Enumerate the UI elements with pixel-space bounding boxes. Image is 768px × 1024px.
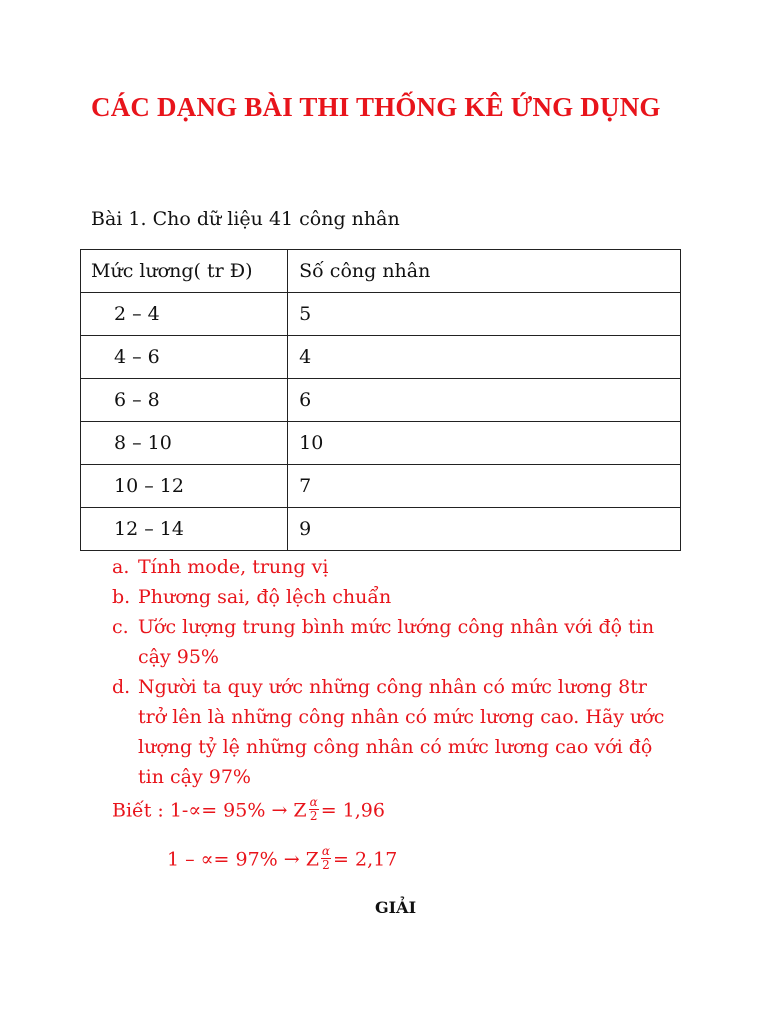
table-cell-salary: 8 – 10: [81, 422, 288, 465]
given-value: = 1,96: [320, 799, 385, 822]
list-marker: a.: [112, 556, 130, 578]
table-cell-workers: 7: [288, 465, 681, 508]
solution-heading: GIẢI: [375, 898, 417, 917]
given-line-97: [167, 844, 398, 874]
table-cell-salary: 2 – 4: [81, 293, 288, 336]
task-text: Phương sai, độ lệch chuẩn: [138, 586, 392, 608]
list-marker: b.: [112, 586, 131, 608]
list-item: [112, 582, 672, 612]
header-cell-workers: Số công nhân: [288, 250, 681, 293]
table-row: [81, 508, 681, 551]
table-row: [81, 336, 681, 379]
table-cell-workers: 6: [288, 379, 681, 422]
alpha-half-fraction: $\frac{\alpha}{2}$: [321, 844, 331, 872]
table-cell-workers: 10: [288, 422, 681, 465]
given-value: = 2,17: [333, 848, 398, 871]
given-prefix: 1 – ∝= 97% → Z: [167, 848, 319, 871]
table-row: [81, 422, 681, 465]
table-cell-workers: 4: [288, 336, 681, 379]
table-cell-salary: 12 – 14: [81, 508, 288, 551]
table-row: [81, 465, 681, 508]
task-text: Tính mode, trung vị: [138, 556, 329, 578]
list-item: [112, 552, 672, 582]
salary-table: [80, 249, 681, 551]
given-line-95: [112, 795, 385, 825]
list-marker: d.: [112, 676, 131, 698]
header-cell-salary: Mức lương( tr Đ): [81, 250, 288, 293]
list-marker: c.: [112, 616, 129, 638]
table-row: [81, 379, 681, 422]
list-item: [112, 612, 672, 672]
task-text: Ước lượng trung bình mức lướng công nhân với độ tin cậy 95%: [138, 616, 655, 668]
task-list: [112, 552, 672, 792]
task-text: Người ta quy ước những công nhân có mức lương 8tr trở lên là những công nhân có mức lương cao. Hãy ước lượng tỷ lệ những công nhân có mức lương cao với độ tin cậy 97%: [138, 676, 665, 788]
table-cell-salary: 4 – 6: [81, 336, 288, 379]
table-cell-salary: 10 – 12: [81, 465, 288, 508]
table-cell-salary: 6 – 8: [81, 379, 288, 422]
alpha-half-fraction: $\frac{\alpha}{2}$: [309, 795, 318, 823]
given-prefix: Biết : 1-∝= 95% → Z: [112, 799, 307, 822]
list-item: [112, 672, 672, 792]
table-cell-workers: 9: [288, 508, 681, 551]
document-title: CÁC DẠNG BÀI THI THỐNG KÊ ỨNG DỤNG: [91, 92, 661, 122]
table-header-row: [81, 250, 681, 293]
table-row: [81, 293, 681, 336]
table-cell-workers: 5: [288, 293, 681, 336]
exercise-intro: Bài 1. Cho dữ liệu 41 công nhân: [91, 208, 400, 230]
